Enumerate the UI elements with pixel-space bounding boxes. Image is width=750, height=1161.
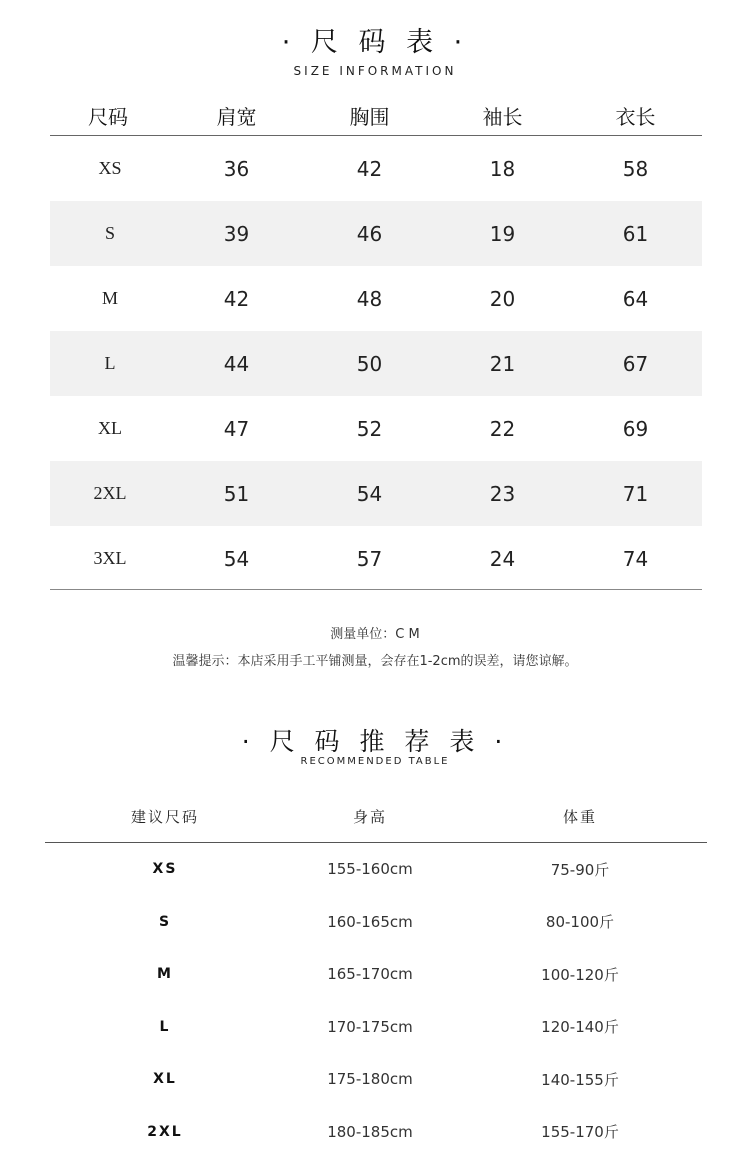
table-row [45, 1106, 707, 1159]
header-recommended-size: 建议尺码 [130, 807, 199, 826]
shoulder-cell: 54 [223, 546, 250, 571]
height-cell: 155-160cm [327, 860, 413, 879]
chest-cell: 50 [356, 351, 383, 376]
measurement-tip-note: 温馨提示：本店采用手工平铺测量，会存在1-2cm的误差，请您谅解。 [172, 654, 578, 669]
size-cell: S [104, 223, 115, 243]
sleeve-cell: 20 [489, 286, 516, 311]
recommend-size-cell: XL [153, 1071, 177, 1088]
chest-cell: 57 [356, 546, 383, 571]
table-row [50, 396, 702, 461]
shoulder-cell: 42 [223, 286, 250, 311]
table-row [45, 948, 707, 1001]
size-cell: XL [98, 418, 122, 438]
weight-cell: 140-155斤 [541, 1070, 619, 1089]
height-cell: 160-165cm [327, 912, 413, 931]
header-length: 衣长 [615, 104, 656, 129]
height-cell: 180-185cm [327, 1122, 413, 1141]
sleeve-cell: 19 [489, 221, 516, 246]
chest-cell: 46 [356, 221, 383, 246]
shoulder-cell: 51 [223, 481, 250, 506]
sleeve-cell: 21 [489, 351, 516, 376]
table-row [45, 1053, 707, 1106]
table-row [50, 136, 702, 201]
sleeve-cell: 22 [489, 416, 516, 441]
recommend-table [45, 790, 707, 1158]
size-table [50, 95, 702, 591]
height-cell: 175-180cm [327, 1070, 413, 1089]
length-cell: 71 [622, 481, 649, 506]
height-cell: 165-170cm [327, 965, 413, 984]
shoulder-cell: 47 [223, 416, 250, 441]
shoulder-cell: 39 [223, 221, 250, 246]
weight-cell: 120-140斤 [541, 1018, 619, 1037]
size-cell: 3XL [93, 548, 127, 568]
table-row [45, 1001, 707, 1054]
table-row [50, 526, 702, 591]
header-height: 身高 [352, 807, 387, 826]
length-cell: 64 [622, 286, 649, 311]
recommend-size-cell: XS [152, 861, 178, 878]
table-row [45, 896, 707, 949]
recommend-size-cell: 2XL [147, 1123, 183, 1140]
table-row [50, 266, 702, 331]
header-shoulder: 肩宽 [216, 104, 257, 129]
weight-cell: 100-120斤 [541, 965, 619, 984]
length-cell: 69 [622, 416, 649, 441]
recommend-table-header [45, 790, 707, 843]
measurement-unit-note: 测量单位：C M [330, 627, 420, 642]
size-table-subtitle: SIZE INFORMATION [293, 64, 457, 78]
length-cell: 67 [622, 351, 649, 376]
size-cell: 2XL [93, 483, 127, 503]
recommend-size-cell: L [159, 1018, 171, 1035]
table-row [50, 331, 702, 396]
chest-cell: 52 [356, 416, 383, 441]
shoulder-cell: 44 [223, 351, 250, 376]
height-cell: 170-175cm [327, 1017, 413, 1036]
table-bottom-divider [50, 589, 702, 590]
length-cell: 74 [622, 546, 649, 571]
table-row [50, 201, 702, 266]
chest-cell: 42 [356, 156, 383, 181]
length-cell: 58 [622, 156, 649, 181]
weight-cell: 80-100斤 [545, 913, 615, 932]
length-cell: 61 [622, 221, 649, 246]
weight-cell: 75-90斤 [550, 860, 610, 879]
size-cell: XS [98, 158, 122, 178]
sleeve-cell: 24 [489, 546, 516, 571]
sleeve-cell: 18 [489, 156, 516, 181]
header-weight: 体重 [562, 807, 597, 826]
recommend-table-subtitle: RECOMMENDED TABLE [300, 756, 450, 767]
size-table-title: · 尺 码 表 · [281, 27, 469, 58]
size-cell: L [104, 353, 116, 373]
table-row [45, 843, 707, 896]
size-table-header [50, 95, 702, 136]
table-row [50, 461, 702, 526]
sleeve-cell: 23 [489, 481, 516, 506]
chest-cell: 54 [356, 481, 383, 506]
recommend-size-cell: S [158, 913, 172, 930]
recommend-size-cell: M [157, 966, 173, 983]
header-chest: 胸围 [349, 104, 390, 129]
weight-cell: 155-170斤 [541, 1123, 619, 1142]
chest-cell: 48 [356, 286, 383, 311]
header-sleeve: 袖长 [482, 104, 523, 129]
recommend-table-title: · 尺 码 推 荐 表 · [241, 727, 509, 756]
header-size: 尺码 [88, 104, 128, 129]
size-cell: M [101, 288, 118, 308]
shoulder-cell: 36 [223, 156, 250, 181]
